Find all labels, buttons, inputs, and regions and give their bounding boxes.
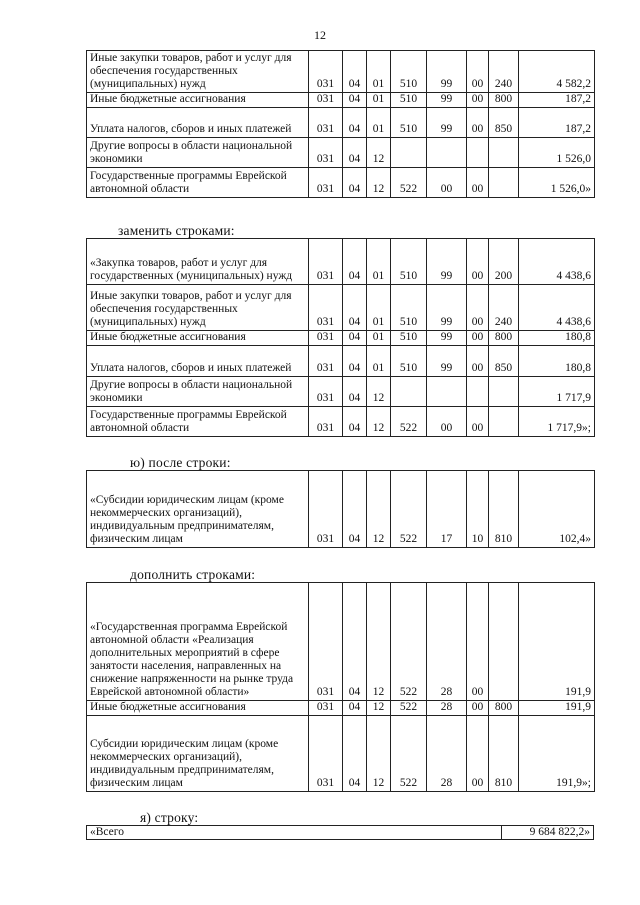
subsection-code-cell: 01 — [367, 108, 391, 138]
program-code-cell: 510 — [391, 239, 427, 285]
amount-cell: 102,4» — [519, 471, 595, 548]
subprogram-code-cell: 28 — [427, 583, 467, 701]
expense-type-cell: 800 — [489, 93, 519, 108]
subprogram-code-cell: 99 — [427, 239, 467, 285]
activity-code-cell: 00 — [467, 51, 489, 93]
chapter-code-cell: 031 — [309, 239, 343, 285]
table-row — [87, 285, 595, 331]
section-code-cell: 04 — [343, 407, 367, 437]
amount-cell: 4 438,6 — [519, 239, 595, 285]
table-row — [87, 346, 595, 377]
program-code-cell: 522 — [391, 168, 427, 198]
subprogram-code-cell — [427, 138, 467, 168]
row-name-cell: Иные закупки товаров, работ и услуг для обеспечения государственных (муниципальных) нужд — [87, 285, 309, 331]
subsection-code-cell: 01 — [367, 51, 391, 93]
table-row — [87, 331, 595, 346]
section-code-cell: 04 — [343, 716, 367, 792]
table-row — [87, 168, 595, 198]
row-name-cell: Иные бюджетные ассигнования — [87, 93, 309, 108]
section-code-cell: 04 — [343, 239, 367, 285]
section-code-cell: 04 — [343, 51, 367, 93]
section-code-cell: 04 — [343, 471, 367, 548]
subsection-code-cell: 01 — [367, 346, 391, 377]
program-code-cell: 510 — [391, 93, 427, 108]
chapter-code-cell: 031 — [309, 583, 343, 701]
activity-code-cell: 00 — [467, 407, 489, 437]
subprogram-code-cell: 00 — [427, 407, 467, 437]
expense-type-cell: 240 — [489, 51, 519, 93]
activity-code-cell: 00 — [467, 239, 489, 285]
program-code-cell: 522 — [391, 716, 427, 792]
chapter-code-cell: 031 — [309, 108, 343, 138]
section-heading-after-row: ю) после строки: — [130, 455, 231, 470]
activity-code-cell: 00 — [467, 285, 489, 331]
row-name-cell: Иные закупки товаров, работ и услуг для обеспечения государственных (муниципальных) нужд — [87, 51, 309, 93]
expense-type-cell: 200 — [489, 239, 519, 285]
subsection-code-cell: 01 — [367, 93, 391, 108]
row-name-cell: Иные бюджетные ассигнования — [87, 701, 309, 716]
program-code-cell: 510 — [391, 346, 427, 377]
amount-cell: 1 526,0 — [519, 138, 595, 168]
activity-code-cell: 00 — [467, 583, 489, 701]
activity-code-cell: 00 — [467, 346, 489, 377]
table-row — [87, 108, 595, 138]
section-code-cell: 04 — [343, 331, 367, 346]
total-label: «Всего — [90, 826, 124, 838]
chapter-code-cell: 031 — [309, 407, 343, 437]
amount-cell: 180,8 — [519, 346, 595, 377]
amount-cell: 191,9 — [519, 583, 595, 701]
amount-cell: 4 438,6 — [519, 285, 595, 331]
budget-table-original — [86, 50, 595, 198]
subsection-code-cell: 01 — [367, 239, 391, 285]
table-row — [87, 583, 595, 701]
row-name-cell: «Субсидии юридическим лицам (кроме некоммерческих организаций), индивидуальным предпринимателям, физическим лицам — [87, 471, 309, 548]
row-name-cell: Уплата налогов, сборов и иных платежей — [87, 346, 309, 377]
amount-cell: 187,2 — [519, 93, 595, 108]
subprogram-code-cell: 00 — [427, 168, 467, 198]
chapter-code-cell: 031 — [309, 51, 343, 93]
activity-code-cell: 00 — [467, 168, 489, 198]
program-code-cell: 510 — [391, 108, 427, 138]
subprogram-code-cell: 28 — [427, 716, 467, 792]
table-row — [87, 716, 595, 792]
table-row — [87, 138, 595, 168]
table-row — [87, 51, 595, 93]
amount-cell: 187,2 — [519, 108, 595, 138]
expense-type-cell: 240 — [489, 285, 519, 331]
row-name-cell: «Государственная программа Еврейской автономной области «Реализация дополнительных мероприятий в сфере занятости населения, направленных на снижение напряженности на рынке труда Еврейской автономной области» — [87, 583, 309, 701]
amount-cell: 191,9 — [519, 701, 595, 716]
program-code-cell: 510 — [391, 285, 427, 331]
expense-type-cell — [489, 168, 519, 198]
subsection-code-cell: 12 — [367, 407, 391, 437]
expense-type-cell — [489, 583, 519, 701]
chapter-code-cell: 031 — [309, 716, 343, 792]
section-code-cell: 04 — [343, 583, 367, 701]
section-code-cell: 04 — [343, 93, 367, 108]
row-name-cell: Государственные программы Еврейской автономной области — [87, 407, 309, 437]
expense-type-cell: 800 — [489, 701, 519, 716]
subsection-code-cell: 01 — [367, 285, 391, 331]
expense-type-cell: 800 — [489, 331, 519, 346]
row-name-cell: «Закупка товаров, работ и услуг для государственных (муниципальных) нужд — [87, 239, 309, 285]
chapter-code-cell: 031 — [309, 471, 343, 548]
activity-code-cell — [467, 377, 489, 407]
program-code-cell: 522 — [391, 471, 427, 548]
row-name-cell: Уплата налогов, сборов и иных платежей — [87, 108, 309, 138]
subsection-code-cell: 12 — [367, 471, 391, 548]
subprogram-code-cell: 99 — [427, 51, 467, 93]
subsection-code-cell: 12 — [367, 583, 391, 701]
amount-cell: 180,8 — [519, 331, 595, 346]
subprogram-code-cell: 99 — [427, 108, 467, 138]
section-code-cell: 04 — [343, 285, 367, 331]
amount-cell: 4 582,2 — [519, 51, 595, 93]
chapter-code-cell: 031 — [309, 138, 343, 168]
program-code-cell: 522 — [391, 407, 427, 437]
total-row — [86, 825, 594, 840]
expense-type-cell: 850 — [489, 108, 519, 138]
subsection-code-cell: 12 — [367, 138, 391, 168]
subprogram-code-cell: 99 — [427, 346, 467, 377]
program-code-cell — [391, 138, 427, 168]
activity-code-cell: 00 — [467, 108, 489, 138]
amount-cell: 1 717,9 — [519, 377, 595, 407]
expense-type-cell — [489, 138, 519, 168]
amount-cell: 1 717,9»; — [519, 407, 595, 437]
activity-code-cell: 10 — [467, 471, 489, 548]
subsection-code-cell: 12 — [367, 377, 391, 407]
budget-table-added — [86, 582, 595, 792]
subsection-code-cell: 12 — [367, 701, 391, 716]
budget-table-replacement — [86, 238, 595, 437]
activity-code-cell: 00 — [467, 93, 489, 108]
table-row — [87, 701, 595, 716]
chapter-code-cell: 031 — [309, 377, 343, 407]
program-code-cell: 510 — [391, 51, 427, 93]
section-code-cell: 04 — [343, 377, 367, 407]
activity-code-cell: 00 — [467, 701, 489, 716]
program-code-cell: 522 — [391, 583, 427, 701]
chapter-code-cell: 031 — [309, 93, 343, 108]
amount-cell: 1 526,0» — [519, 168, 595, 198]
chapter-code-cell: 031 — [309, 346, 343, 377]
subsection-code-cell: 01 — [367, 331, 391, 346]
row-name-cell: Иные бюджетные ассигнования — [87, 331, 309, 346]
activity-code-cell: 00 — [467, 331, 489, 346]
subsection-code-cell: 12 — [367, 716, 391, 792]
subprogram-code-cell: 99 — [427, 93, 467, 108]
section-code-cell: 04 — [343, 701, 367, 716]
subprogram-code-cell: 17 — [427, 471, 467, 548]
row-name-cell: Субсидии юридическим лицам (кроме некоммерческих организаций), индивидуальным предпринимателям, физическим лицам — [87, 716, 309, 792]
budget-table-subsidies — [86, 470, 595, 548]
expense-type-cell: 810 — [489, 716, 519, 792]
section-heading-replace: заменить строками: — [118, 223, 235, 238]
total-divider — [501, 826, 502, 839]
expense-type-cell: 810 — [489, 471, 519, 548]
chapter-code-cell: 031 — [309, 285, 343, 331]
section-code-cell: 04 — [343, 346, 367, 377]
table-row — [87, 471, 595, 548]
program-code-cell: 510 — [391, 331, 427, 346]
activity-code-cell: 00 — [467, 716, 489, 792]
total-value: 9 684 822,2» — [529, 826, 590, 838]
subprogram-code-cell: 28 — [427, 701, 467, 716]
chapter-code-cell: 031 — [309, 331, 343, 346]
expense-type-cell: 850 — [489, 346, 519, 377]
program-code-cell: 522 — [391, 701, 427, 716]
chapter-code-cell: 031 — [309, 168, 343, 198]
subprogram-code-cell: 99 — [427, 331, 467, 346]
expense-type-cell — [489, 377, 519, 407]
section-code-cell: 04 — [343, 138, 367, 168]
amount-cell: 191,9»; — [519, 716, 595, 792]
row-name-cell: Другие вопросы в области национальной экономики — [87, 138, 309, 168]
row-name-cell: Другие вопросы в области национальной экономики — [87, 377, 309, 407]
table-row — [87, 239, 595, 285]
section-heading-row: я) строку: — [140, 810, 199, 825]
page-number: 12 — [314, 28, 326, 42]
section-heading-add-rows: дополнить строками: — [130, 567, 256, 582]
subprogram-code-cell — [427, 377, 467, 407]
section-code-cell: 04 — [343, 108, 367, 138]
row-name-cell: Государственные программы Еврейской автономной области — [87, 168, 309, 198]
activity-code-cell — [467, 138, 489, 168]
table-row — [87, 93, 595, 108]
expense-type-cell — [489, 407, 519, 437]
subprogram-code-cell: 99 — [427, 285, 467, 331]
chapter-code-cell: 031 — [309, 701, 343, 716]
section-code-cell: 04 — [343, 168, 367, 198]
subsection-code-cell: 12 — [367, 168, 391, 198]
table-row — [87, 407, 595, 437]
table-row — [87, 377, 595, 407]
program-code-cell — [391, 377, 427, 407]
